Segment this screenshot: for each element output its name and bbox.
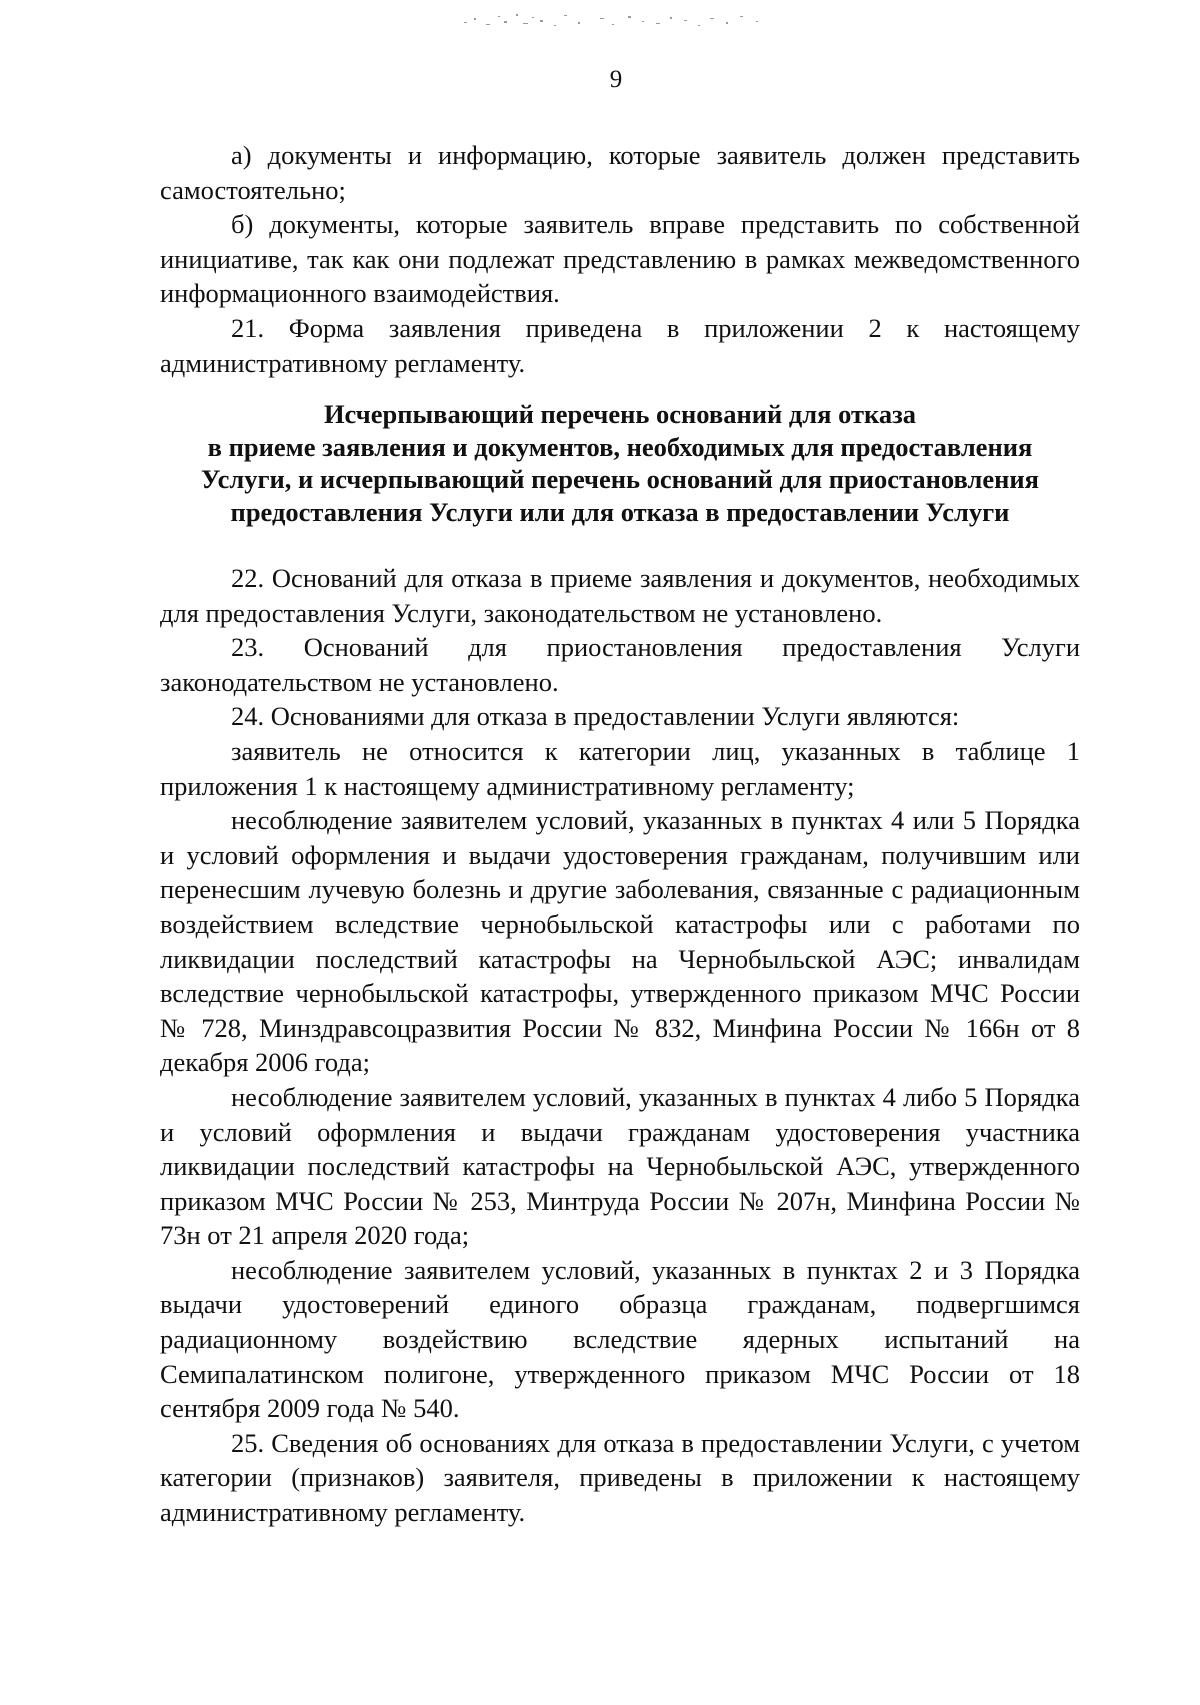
heading-line: предоставления Услуги или для отказа в предоставлении Услуги xyxy=(230,496,1010,527)
paragraph: 25. Сведения об основаниях для отказа в предоставлении Услуги, с учетом категории (признаков) заявителя, приведены в приложении к настоящему административному регламенту. xyxy=(160,1427,1080,1528)
paragraph: несоблюдение заявителем условий, указанных в пунктах 4 либо 5 Порядка и условий оформления и выдачи гражданам удостоверения участника ликвидации последствий катастрофы на Чернобыльской АЭС, утвержденного приказом МЧС России № 253, Минтруда России № 207н, Минфина России № 73н от 21 апреля 2020 года; xyxy=(160,1081,1080,1251)
heading-line: в приеме заявления и документов, необходимых для предоставления xyxy=(207,431,1033,462)
page-number: 9 xyxy=(609,66,623,93)
intro-text-block xyxy=(160,138,1080,380)
heading-line: Исчерпывающий перечень оснований для отказа xyxy=(323,399,917,429)
paragraph: а) документы и информацию, которые заявитель должен представить самостоятельно; xyxy=(160,140,1080,205)
paragraph: б) документы, которые заявитель вправе представить по собственной инициативе, так как они подлежат представлению в рамках межведомственного информационного взаимодействия. xyxy=(160,209,1080,309)
main-text-block xyxy=(160,561,1080,1530)
scan-noise xyxy=(460,4,780,34)
paragraph: заявитель не относится к категории лиц, указанных в таблице 1 приложения 1 к настоящему административному регламенту; xyxy=(160,735,1080,801)
section-heading xyxy=(140,398,1100,528)
paragraph: 23. Оснований для приостановления предоставления Услуги законодательством не установлено. xyxy=(160,632,1080,697)
heading-line: Услуги, и исчерпывающий перечень оснований для приостановления xyxy=(201,464,1039,494)
paragraph: несоблюдение заявителем условий, указанных в пунктах 2 и 3 Порядка выдачи удостоверений единого образца гражданам, подвергшимся радиационному воздействию вследствие ядерных испытаний на Семипалатинском полигоне, утвержденного приказом МЧС России от 18 сентября 2009 года № 540. xyxy=(160,1254,1080,1424)
paragraph: 22. Оснований для отказа в приеме заявления и документов, необходимых для предоставления Услуги, законодательством не установлено. xyxy=(160,563,1080,628)
paragraph: 21. Форма заявления приведена в приложении 2 к настоящему административному регламенту. xyxy=(160,312,1080,378)
paragraph: 24. Основаниями для отказа в предоставлении Услуги являются: xyxy=(231,701,960,732)
paragraph: несоблюдение заявителем условий, указанных в пунктах 4 или 5 Порядка и условий оформления и выдачи удостоверения гражданам, получившим или перенесшим лучевую болезнь и другие заболевания, связанные с радиационным воздействием вследствие чернобыльской катастрофы или с работами по ликвидации последствий катастрофы на Чернобыльской АЭС; инвалидам вследствие чернобыльской катастрофы, утвержденного приказом МЧС России № 728, Минздравсоцразвития России № 832, Минфина России № 166н от 8 декабря 2006 года; xyxy=(160,805,1080,1078)
